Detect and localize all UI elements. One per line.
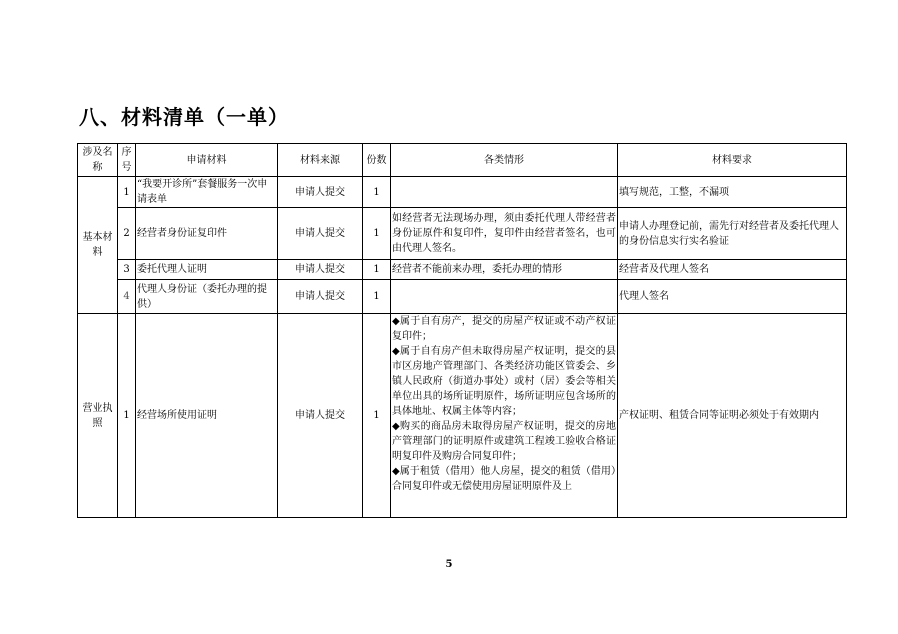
page-number: 5 bbox=[445, 559, 453, 570]
table-header-row bbox=[78, 144, 847, 177]
row-material: 代理人身份证（委托办理的提供） bbox=[136, 280, 278, 314]
row-seq: 1 bbox=[118, 177, 136, 208]
row-copies: 1 bbox=[363, 280, 391, 314]
situation-item: ◆属于自有房产，提交的房屋产权证或不动产权证复印件； bbox=[392, 316, 616, 342]
table-row bbox=[78, 177, 847, 208]
row-requirement: 产权证明、租赁合同等证明必须处于有效期内 bbox=[618, 314, 847, 518]
materials-table bbox=[77, 143, 847, 518]
row-copies: 1 bbox=[363, 260, 391, 280]
row-source: 申请人提交 bbox=[278, 314, 363, 518]
row-copies: 1 bbox=[363, 314, 391, 518]
row-copies: 1 bbox=[363, 208, 391, 260]
header-category: 涉及名称 bbox=[78, 144, 118, 177]
row-situation bbox=[391, 314, 618, 518]
situation-item: ◆属于自有房产但未取得房屋产权证明，提交的县市区房地产管理部门、各类经济功能区管委会、乡镇人民政府（街道办事处）或村（居）委会等相关单位出具的场所证明原件，场所证明应包含场所的具体地址、权属主体等内容； bbox=[392, 346, 616, 417]
row-seq: 1 bbox=[118, 314, 136, 518]
row-source: 申请人提交 bbox=[278, 280, 363, 314]
row-material: 经营者身份证复印件 bbox=[136, 208, 278, 260]
section-title: 八、材料清单（一单） bbox=[79, 105, 289, 129]
row-situation bbox=[391, 177, 618, 208]
header-source: 材料来源 bbox=[278, 144, 363, 177]
header-material: 申请材料 bbox=[136, 144, 278, 177]
situation-item: ◆购买的商品房未取得房屋产权证明，提交的房地产管理部门的证明原件或建筑工程竣工验收合格证明复印件及购房合同复印件； bbox=[392, 421, 616, 462]
table-row bbox=[78, 280, 847, 314]
row-material: 经营场所使用证明 bbox=[136, 314, 278, 518]
row-requirement: 代理人签名 bbox=[618, 280, 847, 314]
row-source: 申请人提交 bbox=[278, 177, 363, 208]
row-seq: 3 bbox=[118, 260, 136, 280]
table-row bbox=[78, 314, 847, 518]
group-name-license: 营业执照 bbox=[78, 314, 118, 518]
row-seq: 2 bbox=[118, 208, 136, 260]
row-material: “我要开诊所”套餐服务一次申请表单 bbox=[136, 177, 278, 208]
row-source: 申请人提交 bbox=[278, 208, 363, 260]
situation-item: ◆属于租赁（借用）他人房屋，提交的租赁（借用）合同复印件或无偿使用房屋证明原件及上 bbox=[392, 466, 616, 492]
group-name-basic: 基本材料 bbox=[78, 177, 118, 314]
row-requirement: 申请人办理登记前，需先行对经营者及委托代理人的身份信息实行实名验证 bbox=[618, 208, 847, 260]
header-seq: 序号 bbox=[118, 144, 136, 177]
row-source: 申请人提交 bbox=[278, 260, 363, 280]
row-requirement: 填写规范，工整，不漏项 bbox=[618, 177, 847, 208]
row-requirement: 经营者及代理人签名 bbox=[618, 260, 847, 280]
row-situation: 经营者不能前来办理，委托办理的情形 bbox=[391, 260, 618, 280]
table-row bbox=[78, 260, 847, 280]
row-copies: 1 bbox=[363, 177, 391, 208]
row-seq: 4 bbox=[118, 280, 136, 314]
header-situation: 各类情形 bbox=[391, 144, 618, 177]
header-copies: 份数 bbox=[363, 144, 391, 177]
header-requirement: 材料要求 bbox=[618, 144, 847, 177]
row-material: 委托代理人证明 bbox=[136, 260, 278, 280]
row-situation bbox=[391, 280, 618, 314]
table-row bbox=[78, 208, 847, 260]
row-situation: 如经营者无法现场办理，须由委托代理人带经营者身份证原件和复印件，复印件由经营者签名，也可由代理人签名。 bbox=[391, 208, 618, 260]
